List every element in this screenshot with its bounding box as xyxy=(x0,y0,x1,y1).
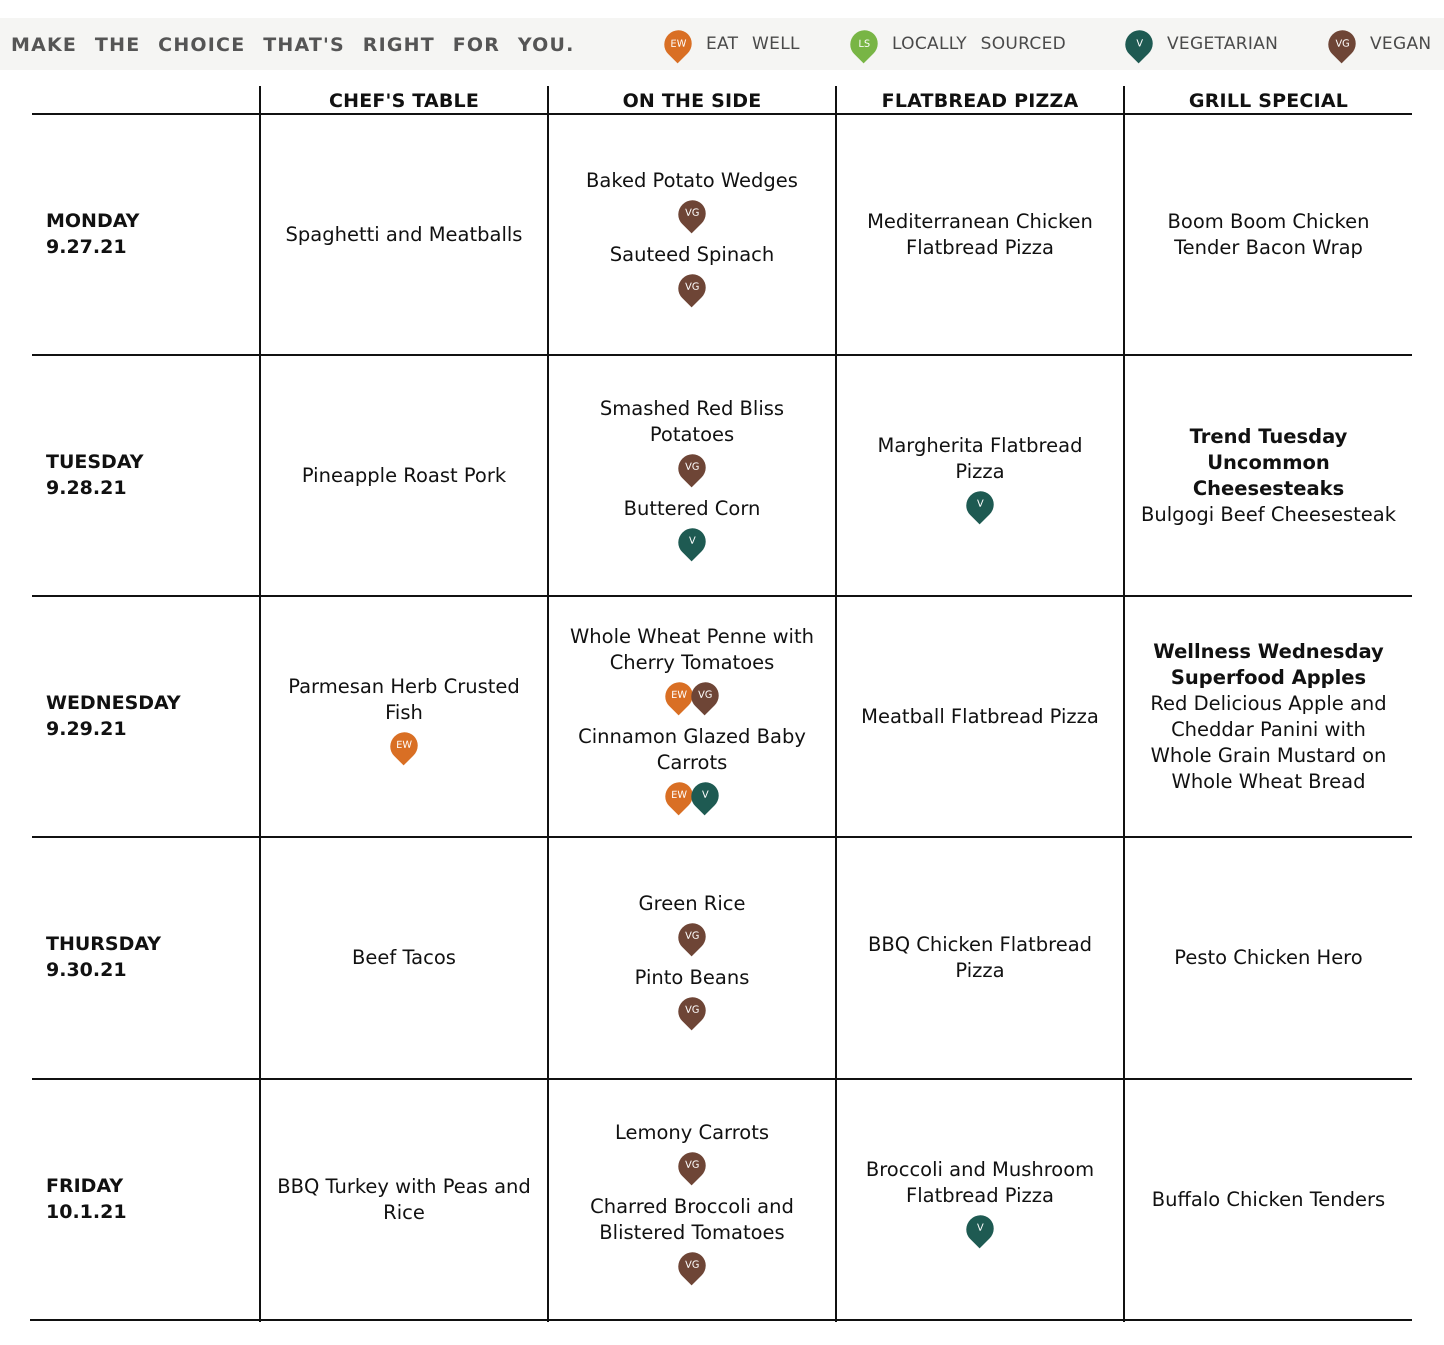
day-name: FRIDAY xyxy=(46,1174,124,1197)
side-name: Cinnamon Glazed Baby Carrots xyxy=(578,724,806,774)
day-label-tuesday xyxy=(46,449,143,501)
badge-code: VG xyxy=(684,281,700,293)
chefs-table-cell xyxy=(261,838,547,1077)
legend-label: VEGAN xyxy=(1370,34,1432,54)
badge-code: VG xyxy=(684,1004,700,1016)
side-name: Whole Wheat Penne with Cherry Tomatoes xyxy=(570,624,814,674)
vegan-icon xyxy=(673,194,712,233)
chefs-table-cell xyxy=(261,115,547,354)
dish-name: Pineapple Roast Pork xyxy=(301,463,507,487)
column-header-grill-special: GRILL SPECIAL xyxy=(1188,90,1349,112)
chefs-table-cell xyxy=(261,597,547,836)
badge-code: V xyxy=(976,1222,984,1234)
grill-theme-title: Trend Tuesday xyxy=(1189,424,1348,448)
pizza-name: Mediterranean Chicken Flatbread Pizza xyxy=(867,209,1093,259)
grill-dish-name: Pesto Chicken Hero xyxy=(1174,945,1363,969)
on-the-side-cell xyxy=(549,115,835,354)
grill-theme-title: Wellness Wednesday xyxy=(1153,639,1384,663)
on-the-side-cell xyxy=(549,1080,835,1319)
side-name: Green Rice xyxy=(638,891,746,915)
badge-code: VG xyxy=(684,930,700,942)
badge-row xyxy=(966,1215,994,1243)
on-the-side-cell xyxy=(549,356,835,595)
side-name: Baked Potato Wedges xyxy=(586,168,798,192)
pizza-name: Broccoli and Mushroom Flatbread Pizza xyxy=(865,1157,1095,1207)
vegetarian-icon xyxy=(961,1209,1000,1248)
side-item xyxy=(610,242,774,302)
side-name: Charred Broccoli and Blistered Tomatoes xyxy=(590,1194,794,1244)
vegan-icon xyxy=(673,1146,712,1185)
row-divider xyxy=(30,1319,1412,1321)
side-name: Pinto Beans xyxy=(634,965,750,989)
vegan-icon xyxy=(673,991,712,1030)
badge-code: VG xyxy=(684,1259,700,1271)
dish-name: Parmesan Herb Crusted Fish xyxy=(288,674,520,724)
locally-sourced-icon: LS xyxy=(845,25,884,64)
menu-item xyxy=(269,674,539,760)
vegetarian-icon xyxy=(673,522,712,561)
legend-label: VEGETARIAN xyxy=(1167,34,1279,54)
grill-special-cell xyxy=(1125,1080,1412,1319)
flatbread-pizza-cell xyxy=(837,1080,1123,1319)
flatbread-pizza-cell xyxy=(837,838,1123,1077)
side-item xyxy=(624,496,761,556)
column-header-on-the-side: ON THE SIDE xyxy=(622,90,762,112)
grill-dish-name: Boom Boom Chicken Tender Bacon Wrap xyxy=(1167,209,1370,259)
dish-name: Beef Tacos xyxy=(352,945,456,969)
badge-row xyxy=(678,454,706,482)
menu-item xyxy=(269,1174,539,1226)
legend-locally-sourced xyxy=(850,30,1066,58)
side-item xyxy=(635,965,750,1025)
legend-vegan xyxy=(1328,30,1431,58)
legend-label: EAT WELL xyxy=(706,34,800,54)
badge-row xyxy=(678,1152,706,1180)
flatbread-pizza-cell xyxy=(837,115,1123,354)
dish-name: Spaghetti and Meatballs xyxy=(285,222,523,246)
legend-eat-well xyxy=(664,30,800,58)
side-name: Buttered Corn xyxy=(623,496,761,520)
badge-row xyxy=(678,200,706,228)
badge-row xyxy=(678,923,706,951)
grill-special-cell xyxy=(1125,356,1412,595)
day-date: 9.29.21 xyxy=(46,717,127,740)
grill-dish-name: Red Delicious Apple and Cheddar Panini with Whole Grain Mustard on Whole Wheat Bread xyxy=(1150,691,1387,793)
day-label-monday xyxy=(46,208,139,260)
side-item xyxy=(639,891,746,951)
weekly-menu-table xyxy=(32,86,1412,1322)
menu-item xyxy=(286,222,523,248)
legend-vegetarian xyxy=(1125,30,1278,58)
vegan-icon xyxy=(673,1246,712,1285)
day-name: THURSDAY xyxy=(46,932,162,955)
menu-item xyxy=(302,463,506,489)
day-name: TUESDAY xyxy=(46,450,144,473)
day-date: 9.30.21 xyxy=(46,958,127,981)
badge-code: VG xyxy=(684,461,700,473)
grill-special-cell xyxy=(1125,597,1412,836)
menu-item xyxy=(861,704,1099,730)
side-name: Sauteed Spinach xyxy=(609,242,775,266)
day-label-thursday xyxy=(46,931,161,983)
vegetarian-icon xyxy=(961,485,1000,524)
badge-code: VG xyxy=(697,689,713,701)
menu-item xyxy=(855,433,1105,519)
eat-well-icon xyxy=(385,726,424,765)
badge-code: EW xyxy=(670,689,688,701)
badge-row xyxy=(665,782,719,810)
grill-dish-name: Buffalo Chicken Tenders xyxy=(1151,1187,1386,1211)
menu-item xyxy=(855,1157,1105,1243)
pizza-name: Meatball Flatbread Pizza xyxy=(861,704,1099,728)
vegan-icon xyxy=(673,268,712,307)
side-name: Lemony Carrots xyxy=(614,1120,770,1144)
tagline: MAKE THE CHOICE THAT'S RIGHT FOR YOU. xyxy=(11,34,575,56)
badge-row xyxy=(678,997,706,1025)
badge-row xyxy=(678,1252,706,1280)
chefs-table-cell xyxy=(261,356,547,595)
vegan-icon xyxy=(673,917,712,956)
eat-well-icon: EW xyxy=(659,25,698,64)
badge-row xyxy=(665,682,719,710)
column-header-chefs-table: CHEF'S TABLE xyxy=(328,90,480,112)
grill-theme-subtitle: Uncommon Cheesesteaks xyxy=(1192,450,1345,500)
vegetarian-icon: V xyxy=(1120,25,1159,64)
pizza-name: BBQ Chicken Flatbread Pizza xyxy=(867,932,1093,982)
badge-code: V xyxy=(688,535,696,547)
badge-code: EW xyxy=(395,739,413,751)
day-label-wednesday xyxy=(46,690,181,742)
day-name: WEDNESDAY xyxy=(46,691,181,714)
vegetarian-icon xyxy=(686,776,725,815)
flatbread-pizza-cell xyxy=(837,597,1123,836)
side-item xyxy=(557,396,827,482)
badge-code: EW xyxy=(670,789,688,801)
vegan-icon xyxy=(673,448,712,487)
legend-label: LOCALLY SOURCED xyxy=(892,34,1066,54)
vegan-icon xyxy=(686,676,725,715)
badge-code: VG xyxy=(684,207,700,219)
flatbread-pizza-cell xyxy=(837,356,1123,595)
day-name: MONDAY xyxy=(46,209,140,232)
column-header-flatbread-pizza: FLATBREAD PIZZA xyxy=(881,90,1079,112)
badge-row xyxy=(966,491,994,519)
menu-item xyxy=(855,932,1105,984)
grill-special-cell xyxy=(1125,115,1412,354)
dish-name: BBQ Turkey with Peas and Rice xyxy=(277,1174,531,1224)
vegan-icon: VG xyxy=(1323,25,1362,64)
pizza-name: Margherita Flatbread Pizza xyxy=(877,433,1083,483)
grill-dish-name: Bulgogi Beef Cheesesteak xyxy=(1140,502,1397,526)
on-the-side-cell xyxy=(549,597,835,836)
badge-code: V xyxy=(701,789,709,801)
on-the-side-cell xyxy=(549,838,835,1077)
day-date: 9.27.21 xyxy=(46,235,127,258)
badge-row xyxy=(678,528,706,556)
grill-theme-subtitle: Superfood Apples xyxy=(1170,665,1367,689)
badge-row xyxy=(390,732,418,760)
day-label-friday xyxy=(46,1173,127,1225)
side-item xyxy=(557,724,827,810)
menu-item xyxy=(855,209,1105,261)
chefs-table-cell xyxy=(261,1080,547,1319)
side-item xyxy=(557,624,827,710)
side-item xyxy=(557,1194,827,1280)
legend-banner xyxy=(0,18,1444,70)
badge-row xyxy=(678,274,706,302)
side-name: Smashed Red Bliss Potatoes xyxy=(599,396,785,446)
side-item xyxy=(586,168,798,228)
day-date: 9.28.21 xyxy=(46,476,127,499)
badge-code: V xyxy=(976,498,984,510)
grill-special-cell xyxy=(1125,838,1412,1077)
day-date: 10.1.21 xyxy=(46,1200,127,1223)
side-item xyxy=(615,1120,769,1180)
badge-code: VG xyxy=(684,1159,700,1171)
menu-item xyxy=(352,945,456,971)
